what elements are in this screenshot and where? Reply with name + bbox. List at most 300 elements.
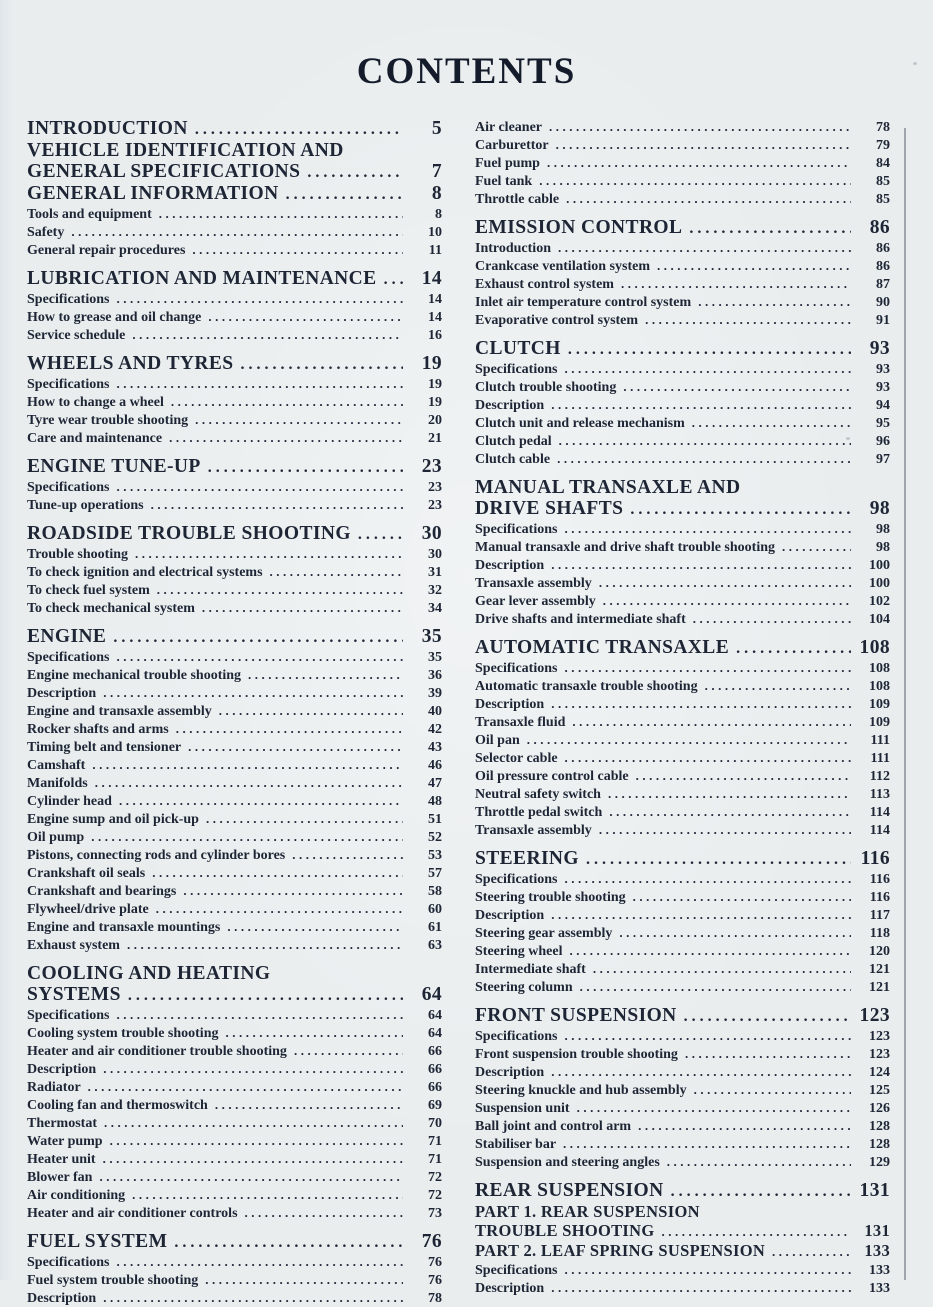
toc-entry-label: Steering knuckle and hub assembly [475,1083,687,1098]
toc-page-number: 64 [428,1008,442,1023]
toc-entry-label: Thermostat [27,1116,97,1131]
dot-leader [684,1006,851,1027]
dot-leader [241,354,403,375]
toc-entry [475,942,890,960]
toc-entry-label: Fuel system trouble shooting [27,1273,199,1288]
toc-entry-label: Gear lever assembly [475,594,596,609]
toc-entry-label: How to grease and oil change [27,310,202,325]
toc-entry-label: Engine and transaxle assembly [27,704,212,719]
toc-section-heading [475,848,890,870]
dot-leader [564,1261,851,1278]
toc-entry-label: Crankshaft oil seals [27,866,146,881]
dot-leader [564,520,851,537]
dot-leader [772,1242,851,1261]
toc-entry [475,275,890,293]
toc-entry-label: FUEL SYSTEM [27,1231,168,1252]
toc-entry-label: Oil pressure control cable [475,769,629,784]
toc-entry-label: Description [475,558,545,573]
toc-entry [475,924,890,942]
toc-entry [27,545,442,563]
toc-entry [27,205,442,223]
toc-entry-label: Suspension and steering angles [475,1155,660,1170]
toc-section-heading [27,268,442,290]
toc-entry-label: Heater and air conditioner controls [27,1206,238,1221]
toc-section-heading [27,118,442,140]
toc-page-number: 98 [876,540,890,555]
toc-page-number: 94 [876,398,890,413]
toc-page-number: 131 [864,1221,890,1240]
dot-leader [104,1114,403,1131]
toc-page-number: 66 [428,1044,442,1059]
dot-leader [132,1186,403,1203]
toc-entry [475,695,890,713]
toc-entry-label: Engine sump and oil pick-up [27,812,199,827]
toc-page-number: 40 [428,704,442,719]
toc-entry [475,888,890,906]
toc-page-number: 85 [876,174,890,189]
toc-page-number: 98 [869,498,890,519]
toc-section-heading [475,498,890,520]
toc-entry-label: Tune-up operations [27,498,144,513]
toc-page-number: 35 [428,650,442,665]
dot-leader [208,457,403,478]
toc-page-number: 19 [428,377,442,392]
toc-page-number: 123 [859,1005,890,1026]
scan-artifact-line [904,128,906,1280]
toc-page-number: 124 [869,1065,890,1080]
toc-entry [475,610,890,628]
toc-entry-label: Cooling fan and thermoswitch [27,1098,208,1113]
toc-entry-label: INTRODUCTION [27,118,188,139]
dot-leader [135,545,403,562]
toc-entry-label: Engine and transaxle mountings [27,920,221,935]
toc-entry-label: Care and maintenance [27,431,163,446]
toc-entry-label: Oil pan [475,733,520,748]
toc-entry [475,257,890,275]
toc-column-right [475,118,890,1307]
toc-entry-label: PART 2. LEAF SPRING SUSPENSION [475,1241,766,1260]
toc-section-heading [475,1241,890,1261]
toc-entry [27,1186,442,1204]
toc-entry [27,792,442,810]
toc-entry [27,1114,442,1132]
toc-page-number: 128 [869,1137,890,1152]
toc-page-number: 23 [428,480,442,495]
dot-leader [551,906,851,923]
dot-leader [195,411,403,428]
dot-leader [92,756,403,773]
toc-entry [27,1289,442,1307]
toc-entry-label: Safety [27,225,65,240]
toc-entry [27,223,442,241]
toc-page-number: 42 [428,722,442,737]
toc-entry-label: STEERING [475,848,579,869]
toc-entry [27,774,442,792]
toc-page-number: 20 [428,413,442,428]
toc-entry [27,393,442,411]
dot-leader [621,275,851,292]
toc-section-heading [27,523,442,545]
dot-leader [227,918,403,935]
dot-leader [564,360,851,377]
dot-leader [245,1204,403,1221]
toc-page-number: 76 [421,1231,442,1252]
toc-section-heading [27,1231,442,1253]
toc-entry-label: Steering column [475,980,573,995]
toc-page-number: 86 [869,217,890,238]
dot-leader [119,792,403,809]
toc-entry-label: Description [475,398,545,413]
toc-entry-label: Steering trouble shooting [475,890,626,905]
toc-entry [475,1135,890,1153]
toc-page-number: 120 [869,944,890,959]
toc-page-number: 100 [869,558,890,573]
toc-page-number: 129 [869,1155,890,1170]
toc-page-number: 21 [428,431,442,446]
toc-entry-label: Flywheel/drive plate [27,902,149,917]
toc-section-heading [475,1202,890,1221]
toc-section-heading [27,456,442,478]
toc-page-number: 71 [428,1134,442,1149]
toc-entry-label: Specifications [27,650,110,665]
toc-entry [27,702,442,720]
toc-entry [475,870,890,888]
toc-entry-label: DRIVE SHAFTS [475,498,624,519]
toc-page-number: 76 [428,1255,442,1270]
toc-page-number: 7 [431,161,442,182]
toc-entry [475,821,890,839]
toc-page-number: 14 [421,268,442,289]
toc-page-number: 11 [428,243,442,258]
toc-entry-label: Description [27,1062,97,1077]
dot-leader [292,846,403,863]
toc-page-number: 10 [428,225,442,240]
dot-leader [782,538,851,555]
toc-entry [475,659,890,677]
toc-page-number: 104 [869,612,890,627]
toc-entry [475,311,890,329]
toc-entry [475,414,890,432]
toc-entry-label: Description [27,1291,97,1306]
toc-page-number: 133 [869,1263,890,1278]
toc-entry [475,1081,890,1099]
dot-leader [689,218,851,239]
toc-entry [475,906,890,924]
toc-entry-label: Cooling system trouble shooting [27,1026,219,1041]
toc-entry [475,538,890,556]
dot-leader [539,172,851,189]
scan-speck [913,62,917,65]
dot-leader [384,269,403,290]
toc-entry [27,599,442,617]
dot-leader [551,1279,851,1296]
toc-entry [27,1096,442,1114]
toc-section-heading [475,1180,890,1202]
toc-page-number: 36 [428,668,442,683]
toc-page-number: 30 [421,523,442,544]
toc-entry-label: Steering gear assembly [475,926,613,941]
dot-leader [294,1042,403,1059]
dot-leader [116,478,403,495]
toc-page-number: 64 [421,984,442,1005]
toc-page-number: 71 [428,1152,442,1167]
toc-page-number: 116 [869,872,890,887]
toc-section-heading [27,963,442,984]
dot-leader [71,223,403,240]
toc-entry-label: Ball joint and control arm [475,1119,632,1134]
toc-entry [475,136,890,154]
toc-entry-label: Transaxle assembly [475,823,592,838]
toc-entry [27,666,442,684]
toc-page-number: 8 [431,183,442,204]
toc-entry-label: Fuel tank [475,174,533,189]
toc-entry-label: Tyre wear trouble shooting [27,413,189,428]
toc-page-number: 121 [869,980,890,995]
toc-entry [27,1253,442,1271]
toc-page-number: 66 [428,1080,442,1095]
dot-leader [693,610,851,627]
toc-page-number: 123 [869,1047,890,1062]
toc-entry-label: Selector cable [475,751,558,766]
dot-leader [116,1253,403,1270]
toc-entry-label: Specifications [475,1263,558,1278]
toc-entry-label: Stabiliser bar [475,1137,557,1152]
toc-page-number: 93 [876,380,890,395]
dot-leader [88,1078,403,1095]
dot-leader [116,375,403,392]
toc-entry-label: ROADSIDE TROUBLE SHOOTING [27,523,351,544]
dot-leader [692,414,851,431]
toc-entry [475,239,890,257]
toc-entry [475,1099,890,1117]
dot-leader [623,378,851,395]
dot-leader [645,311,851,328]
toc-page-number: 91 [876,313,890,328]
toc-entry [475,1261,890,1279]
toc-page-number: 114 [869,823,890,838]
toc-page-number: 69 [428,1098,442,1113]
toc-page-number: 93 [869,338,890,359]
dot-leader [577,1099,851,1116]
toc-entry [27,1078,442,1096]
dot-leader [694,1081,851,1098]
toc-entry-label: COOLING AND HEATING [27,963,271,984]
dot-leader [657,257,851,274]
toc-entry-label: Clutch trouble shooting [475,380,617,395]
toc-entry [475,432,890,450]
toc-page-number: 85 [876,192,890,207]
toc-entry [27,1132,442,1150]
dot-leader [685,1045,851,1062]
toc-entry [475,520,890,538]
toc-entry [475,1063,890,1081]
toc-entry-label: Automatic transaxle trouble shooting [475,679,698,694]
toc-page-number: 113 [869,787,890,802]
toc-entry-label: Radiator [27,1080,81,1095]
toc-entry [27,478,442,496]
toc-page-number: 102 [869,594,890,609]
toc-entry [475,785,890,803]
dot-leader [116,1006,403,1023]
toc-entry [475,396,890,414]
toc-columns [27,118,890,1307]
toc-page-number: 14 [428,292,442,307]
toc-section-heading [475,477,890,498]
toc-page-number: 57 [428,866,442,881]
toc-page-number: 133 [864,1241,890,1260]
toc-page-number: 35 [421,626,442,647]
toc-page-number: 39 [428,686,442,701]
toc-section-heading [475,1221,890,1241]
dot-leader [215,1096,403,1113]
dot-leader [208,308,403,325]
toc-entry [27,864,442,882]
toc-page-number: 108 [859,637,890,658]
toc-entry-label: Throttle pedal switch [475,805,603,820]
toc-entry-label: Clutch cable [475,452,551,467]
toc-entry-label: Rocker shafts and arms [27,722,169,737]
toc-page-number: 19 [421,353,442,374]
dot-leader [95,774,403,791]
toc-entry-label: Intermediate shaft [475,962,586,977]
toc-entry-label: PART 1. REAR SUSPENSION [475,1202,700,1221]
toc-entry [27,738,442,756]
toc-section-heading [475,637,890,659]
toc-page-number: 109 [869,715,890,730]
dot-leader [599,574,851,591]
dot-leader [599,821,851,838]
toc-page-number: 93 [876,362,890,377]
dot-leader [667,1153,851,1170]
dot-leader [633,888,851,905]
toc-entry-label: Description [27,686,97,701]
toc-entry [27,1204,442,1222]
toc-page-number: 121 [869,962,890,977]
toc-entry-label: Crankcase ventilation system [475,259,650,274]
toc-entry-label: AUTOMATIC TRANSAXLE [475,637,730,658]
dot-leader [103,1289,403,1306]
toc-entry-label: Neutral safety switch [475,787,601,802]
toc-entry [27,882,442,900]
dot-leader [358,524,403,545]
toc-page-number: 52 [428,830,442,845]
toc-entry-label: ENGINE TUNE-UP [27,456,201,477]
dot-leader [564,1027,851,1044]
toc-page-number: 112 [869,769,890,784]
toc-entry [475,450,890,468]
toc-page-number: 34 [428,601,442,616]
dot-leader [630,499,851,520]
toc-entry [27,1168,442,1186]
dot-leader [206,810,403,827]
dot-leader [286,184,403,205]
toc-page-number: 86 [876,241,890,256]
toc-page-number: 31 [428,565,442,580]
dot-leader [603,592,851,609]
toc-entry-label: Inlet air temperature control system [475,295,692,310]
toc-entry [475,749,890,767]
dot-leader [564,870,851,887]
toc-entry-label: Blower fan [27,1170,93,1185]
toc-page-number: 108 [869,661,890,676]
toc-page-number: 66 [428,1062,442,1077]
toc-page-number: 46 [428,758,442,773]
toc-entry [27,828,442,846]
toc-entry [475,118,890,136]
toc-entry-label: Timing belt and tensioner [27,740,182,755]
toc-entry-label: Specifications [27,480,110,495]
toc-entry [475,1153,890,1171]
toc-entry [475,677,890,695]
dot-leader [156,900,403,917]
toc-entry-label: CLUTCH [475,338,561,359]
page-title: CONTENTS [356,51,577,92]
toc-entry [27,1042,442,1060]
toc-page-number: 96 [876,434,890,449]
toc-page-number: 111 [870,733,890,748]
toc-entry [475,1027,890,1045]
toc-page-number: 43 [428,740,442,755]
toc-entry [27,1060,442,1078]
toc-entry-label: Specifications [27,377,110,392]
toc-entry-label: GENERAL INFORMATION [27,183,279,204]
toc-page-number: 70 [428,1116,442,1131]
dot-leader [103,1150,403,1167]
toc-page-number: 30 [428,547,442,562]
toc-entry [27,241,442,259]
toc-entry-label: Specifications [27,1008,110,1023]
toc-page-number: 60 [428,902,442,917]
toc-entry-label: Tools and equipment [27,207,152,222]
toc-page-number: 128 [869,1119,890,1134]
toc-entry-label: TROUBLE SHOOTING [475,1221,655,1240]
dot-leader [559,432,851,449]
dot-leader [248,666,403,683]
toc-entry [27,1150,442,1168]
toc-entry [27,581,442,599]
dot-leader [638,1117,851,1134]
dot-leader [159,205,403,222]
toc-entry [27,936,442,954]
toc-entry-label: WHEELS AND TYRES [27,353,234,374]
dot-leader [547,154,851,171]
dot-leader [568,339,851,360]
toc-entry [475,1279,890,1297]
toc-entry [27,1024,442,1042]
toc-entry [475,293,890,311]
toc-entry [27,563,442,581]
toc-entry-label: Clutch pedal [475,434,552,449]
dot-leader [661,1222,851,1241]
toc-entry [27,900,442,918]
toc-entry-label: VEHICLE IDENTIFICATION AND [27,140,344,161]
toc-page-number: 23 [421,456,442,477]
toc-page-number: 116 [869,890,890,905]
dot-leader [558,239,851,256]
toc-page-number: 95 [876,416,890,431]
toc-page-number: 131 [859,1180,890,1201]
toc-entry-label: Pistons, connecting rods and cylinder bores [27,848,286,863]
toc-entry [475,190,890,208]
dot-leader [564,659,851,676]
dot-leader [157,581,403,598]
toc-entry-label: Crankshaft and bearings [27,884,177,899]
toc-page-number: 72 [428,1170,442,1185]
dot-leader [586,849,851,870]
toc-page-number: 5 [431,118,442,139]
toc-entry-label: Service schedule [27,328,126,343]
dot-leader [565,749,851,766]
